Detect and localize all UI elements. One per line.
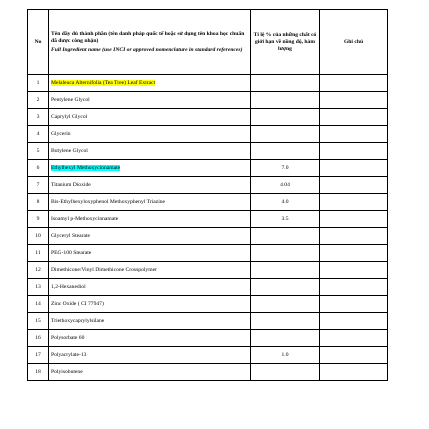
table-row bbox=[28, 160, 388, 177]
note-value bbox=[320, 143, 388, 160]
ingredient-name: Titanium Dioxide bbox=[51, 182, 91, 188]
percent-value bbox=[251, 245, 320, 262]
percent-value bbox=[251, 330, 320, 347]
row-number: 14 bbox=[28, 296, 49, 313]
note-value bbox=[320, 347, 388, 364]
row-number: 18 bbox=[28, 364, 49, 381]
row-number: 1 bbox=[28, 75, 49, 92]
header-name-english: Full Ingredient name (use INCI or approved nomenclature in standard references) bbox=[51, 46, 243, 53]
ingredient-name: Polyisobutene bbox=[51, 369, 83, 375]
percent-value bbox=[251, 296, 320, 313]
table-row bbox=[28, 126, 388, 143]
table-row bbox=[28, 245, 388, 262]
percent-value bbox=[251, 143, 320, 160]
table-row bbox=[28, 313, 388, 330]
table-body bbox=[28, 75, 388, 381]
table-row bbox=[28, 92, 388, 109]
ingredient-name-cell bbox=[49, 75, 251, 92]
ingredient-name-cell bbox=[49, 279, 251, 296]
percent-value bbox=[251, 109, 320, 126]
ingredient-name-cell bbox=[49, 262, 251, 279]
table-row bbox=[28, 194, 388, 211]
percent-value bbox=[251, 313, 320, 330]
ingredient-name-cell bbox=[49, 143, 251, 160]
note-value bbox=[320, 75, 388, 92]
ingredient-name: Isoamyl p-Methoxycinnamate bbox=[51, 216, 119, 222]
percent-value: 4.04 bbox=[251, 177, 320, 194]
table-row bbox=[28, 279, 388, 296]
percent-value: 4.0 bbox=[251, 194, 320, 211]
ingredient-name: Ethylhexyl Methoxycinnamate bbox=[51, 165, 121, 171]
row-number: 3 bbox=[28, 109, 49, 126]
ingredient-name-cell bbox=[49, 347, 251, 364]
ingredient-name: Butylene Glycol bbox=[51, 148, 88, 154]
note-value bbox=[320, 126, 388, 143]
header-no: No bbox=[28, 10, 49, 75]
note-value bbox=[320, 109, 388, 126]
table-row bbox=[28, 143, 388, 160]
ingredient-name: 1,2-Hexanediol bbox=[51, 284, 86, 290]
ingredient-name: Triethoxycaprylylsilane bbox=[51, 318, 105, 324]
ingredient-name-cell bbox=[49, 364, 251, 381]
ingredient-name-cell bbox=[49, 211, 251, 228]
table-row bbox=[28, 75, 388, 92]
percent-value: 3.5 bbox=[251, 211, 320, 228]
row-number: 4 bbox=[28, 126, 49, 143]
table-row bbox=[28, 228, 388, 245]
note-value bbox=[320, 177, 388, 194]
percent-value bbox=[251, 75, 320, 92]
note-value bbox=[320, 364, 388, 381]
note-value bbox=[320, 313, 388, 330]
ingredient-document bbox=[27, 9, 387, 381]
table-row bbox=[28, 211, 388, 228]
note-value bbox=[320, 296, 388, 313]
ingredient-name-cell bbox=[49, 109, 251, 126]
ingredient-name-cell bbox=[49, 296, 251, 313]
row-number: 8 bbox=[28, 194, 49, 211]
ingredient-name: Dimethicone/Vinyl Dimethicone Crosspolymer bbox=[51, 267, 157, 273]
ingredient-name-cell bbox=[49, 160, 251, 177]
note-value bbox=[320, 279, 388, 296]
ingredient-name: PEG-100 Stearate bbox=[51, 250, 92, 256]
ingredient-name-cell bbox=[49, 313, 251, 330]
row-number: 15 bbox=[28, 313, 49, 330]
header-row bbox=[28, 10, 388, 75]
row-number: 12 bbox=[28, 262, 49, 279]
table-header bbox=[28, 10, 388, 75]
percent-value: 1.0 bbox=[251, 347, 320, 364]
percent-value bbox=[251, 262, 320, 279]
percent-value bbox=[251, 279, 320, 296]
ingredient-name-cell bbox=[49, 126, 251, 143]
ingredient-name-cell bbox=[49, 245, 251, 262]
ingredient-name: Polyacrylate-13 bbox=[51, 352, 87, 358]
header-note: Ghi chú bbox=[320, 10, 388, 75]
ingredient-name-cell bbox=[49, 92, 251, 109]
table-row bbox=[28, 109, 388, 126]
row-number: 16 bbox=[28, 330, 49, 347]
ingredient-name: Pentylene Glycol bbox=[51, 97, 90, 103]
ingredient-table bbox=[27, 9, 388, 381]
ingredient-name-cell bbox=[49, 194, 251, 211]
ingredient-name-cell bbox=[49, 330, 251, 347]
row-number: 2 bbox=[28, 92, 49, 109]
ingredient-name: Polysorbate 60 bbox=[51, 335, 85, 341]
ingredient-name: Melaleuca Alternifolia (Tea Tree) Leaf Extract bbox=[51, 80, 156, 86]
row-number: 7 bbox=[28, 177, 49, 194]
note-value bbox=[320, 211, 388, 228]
note-value bbox=[320, 262, 388, 279]
header-percent: Tỉ lệ % của những chất có giới hạn về nồng độ, hàm lượng bbox=[251, 10, 320, 75]
row-number: 11 bbox=[28, 245, 49, 262]
table-row bbox=[28, 262, 388, 279]
ingredient-name: Glyceryl Stearate bbox=[51, 233, 90, 239]
row-number: 9 bbox=[28, 211, 49, 228]
percent-value bbox=[251, 228, 320, 245]
header-name-vietnamese: Tên đầy đủ thành phần (tên danh pháp quốc tế hoặc sử dụng tên khoa học chuẩn đã được công nhận) bbox=[51, 30, 245, 44]
percent-value: 7.0 bbox=[251, 160, 320, 177]
table-row bbox=[28, 364, 388, 381]
note-value bbox=[320, 92, 388, 109]
header-ingredient-name bbox=[49, 10, 251, 75]
percent-value bbox=[251, 126, 320, 143]
ingredient-name: Bis-Ethylhexyloxyphenol Methoxyphenyl Triazine bbox=[51, 199, 166, 205]
row-number: 17 bbox=[28, 347, 49, 364]
percent-value bbox=[251, 92, 320, 109]
ingredient-name: Zinc Oxide ( CI 77947) bbox=[51, 301, 104, 307]
ingredient-name-cell bbox=[49, 177, 251, 194]
ingredient-name: Glycerin bbox=[51, 131, 71, 137]
table-row bbox=[28, 347, 388, 364]
note-value bbox=[320, 160, 388, 177]
ingredient-name: Caprylyl Glycol bbox=[51, 114, 88, 120]
table-row bbox=[28, 177, 388, 194]
ingredient-name-cell bbox=[49, 228, 251, 245]
percent-value bbox=[251, 364, 320, 381]
row-number: 5 bbox=[28, 143, 49, 160]
note-value bbox=[320, 194, 388, 211]
note-value bbox=[320, 228, 388, 245]
note-value bbox=[320, 330, 388, 347]
note-value bbox=[320, 245, 388, 262]
table-row bbox=[28, 330, 388, 347]
row-number: 13 bbox=[28, 279, 49, 296]
row-number: 10 bbox=[28, 228, 49, 245]
table-row bbox=[28, 296, 388, 313]
row-number: 6 bbox=[28, 160, 49, 177]
